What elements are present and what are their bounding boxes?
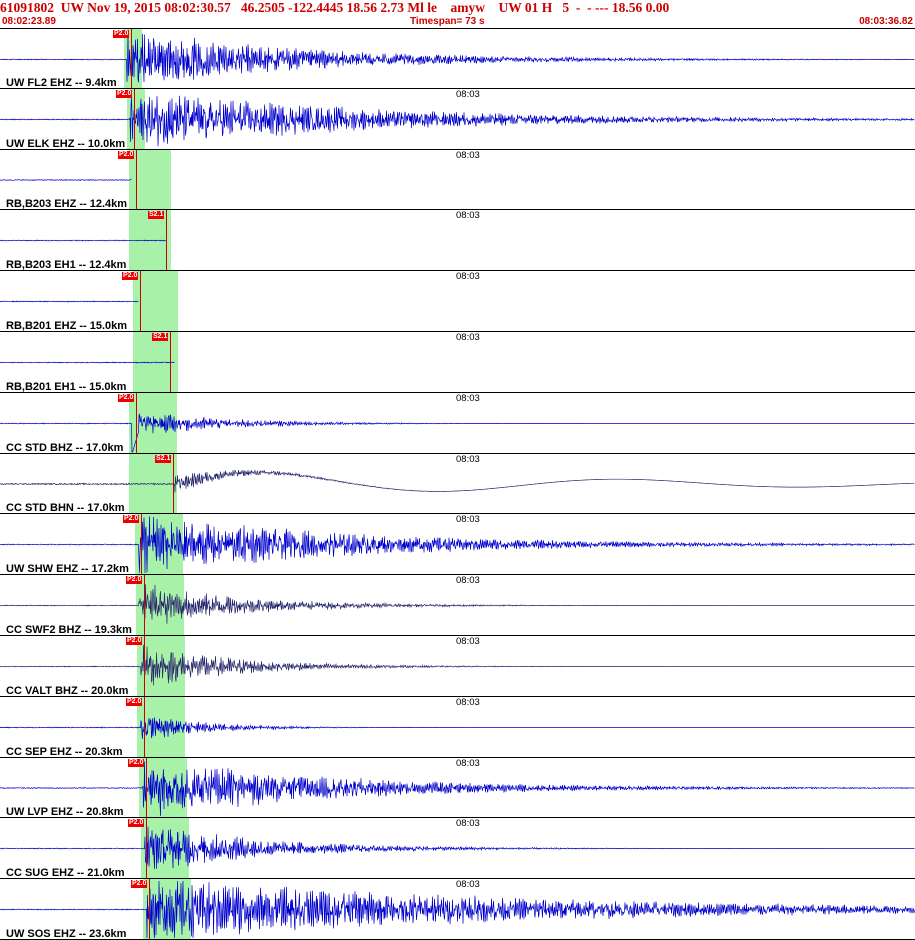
- timespan-label: Timespan= 73 s: [410, 16, 485, 27]
- phase-pick-marker[interactable]: P2.0: [119, 394, 134, 401]
- phase-pick-marker[interactable]: P2.0: [129, 819, 144, 826]
- phase-pick-marker[interactable]: P2.0: [117, 90, 132, 97]
- time-tick-label: 08:03: [456, 271, 480, 282]
- phase-pick-marker[interactable]: P2.0: [127, 637, 142, 644]
- trace-row[interactable]: [0, 758, 915, 818]
- channel-label: RB,B201 EHZ -- 15.0km: [6, 320, 128, 332]
- channel-label: RB,B201 EH1 -- 15.0km: [6, 381, 127, 393]
- time-tick-label: 08:03: [456, 758, 480, 769]
- pick-line: [134, 89, 135, 149]
- pick-line: [141, 514, 142, 574]
- time-tick-label: 08:03: [456, 89, 480, 100]
- phase-pick-marker[interactable]: P2.0: [129, 759, 144, 766]
- phase-pick-marker[interactable]: P2.0: [119, 151, 134, 158]
- time-tick-label: 08:03: [456, 210, 480, 221]
- channel-label: RB,B203 EHZ -- 12.4km: [6, 198, 128, 210]
- waveform: [0, 29, 915, 89]
- trace-row[interactable]: [0, 28, 915, 89]
- phase-pick-marker[interactable]: P2.0: [127, 698, 142, 705]
- phase-pick-marker[interactable]: P2.0: [127, 576, 142, 583]
- trace-row[interactable]: [0, 697, 915, 758]
- trace-row[interactable]: [0, 879, 915, 940]
- time-header: [0, 16, 915, 28]
- trace-row[interactable]: [0, 210, 915, 271]
- channel-label: UW FL2 EHZ -- 9.4km: [6, 77, 117, 89]
- phase-pick-marker[interactable]: P2.0: [123, 272, 138, 279]
- trace-row[interactable]: [0, 271, 915, 332]
- pick-line: [166, 210, 167, 270]
- time-tick-label: 08:03: [456, 393, 480, 404]
- time-tick-label: 08:03: [456, 150, 480, 161]
- time-tick-label: 08:03: [456, 332, 480, 343]
- pick-line: [140, 271, 141, 331]
- channel-label: UW SOS EHZ -- 23.6km: [6, 928, 127, 940]
- phase-pick-marker[interactable]: P2.0: [124, 515, 139, 522]
- start-time-label: 08:02:23.89: [2, 16, 56, 27]
- time-tick-label: 08:03: [456, 514, 480, 525]
- trace-row[interactable]: [0, 150, 915, 210]
- pick-line: [146, 818, 147, 878]
- channel-label: CC STD BHZ -- 17.0km: [6, 442, 124, 454]
- pick-line: [131, 29, 132, 88]
- trace-panel[interactable]: [0, 28, 915, 940]
- phase-pick-marker[interactable]: P2.0: [132, 880, 147, 887]
- channel-label: UW ELK EHZ -- 10.0km: [6, 138, 126, 150]
- phase-pick-marker[interactable]: P2.0: [114, 30, 129, 37]
- time-tick-label: 08:03: [456, 879, 480, 890]
- time-tick-label: 08:03: [456, 636, 480, 647]
- channel-label: CC SWF2 BHZ -- 19.3km: [6, 624, 132, 636]
- trace-row[interactable]: [0, 332, 915, 393]
- trace-row[interactable]: [0, 575, 915, 636]
- pick-line: [173, 454, 174, 513]
- pick-line: [144, 636, 145, 696]
- end-time-label: 08:03:36.82: [859, 16, 913, 27]
- channel-label: UW LVP EHZ -- 20.8km: [6, 806, 124, 818]
- trace-row[interactable]: [0, 818, 915, 879]
- time-tick-label: 08:03: [456, 818, 480, 829]
- trace-row[interactable]: [0, 454, 915, 514]
- trace-row[interactable]: [0, 636, 915, 697]
- channel-label: RB,B203 EH1 -- 12.4km: [6, 259, 127, 271]
- trace-row[interactable]: [0, 393, 915, 454]
- pick-line: [146, 758, 147, 817]
- event-header: 61091802 UW Nov 19, 2015 08:02:30.57 46.2505 -122.4445 18.56 2.73 Ml le amyw UW 01 H 5 - - --- 18.56 0.00: [0, 0, 670, 15]
- channel-label: CC SUG EHZ -- 21.0km: [6, 867, 125, 879]
- pick-line: [144, 697, 145, 757]
- phase-pick-marker[interactable]: S2.1: [156, 455, 171, 462]
- pick-line: [170, 332, 171, 392]
- pick-line: [136, 393, 137, 453]
- pick-line: [144, 575, 145, 635]
- channel-label: CC STD BHN -- 17.0km: [6, 502, 125, 514]
- channel-label: CC VALT BHZ -- 20.0km: [6, 685, 129, 697]
- trace-row[interactable]: [0, 89, 915, 150]
- trace-row[interactable]: [0, 514, 915, 575]
- phase-pick-marker[interactable]: S2.1: [153, 333, 168, 340]
- time-tick-label: 08:03: [456, 454, 480, 465]
- time-tick-label: 08:03: [456, 575, 480, 586]
- channel-label: CC SEP EHZ -- 20.3km: [6, 746, 123, 758]
- pick-line: [149, 879, 150, 939]
- pick-line: [136, 150, 137, 209]
- channel-label: UW SHW EHZ -- 17.2km: [6, 563, 129, 575]
- time-tick-label: 08:03: [456, 697, 480, 708]
- phase-pick-marker[interactable]: S2.1: [149, 211, 164, 218]
